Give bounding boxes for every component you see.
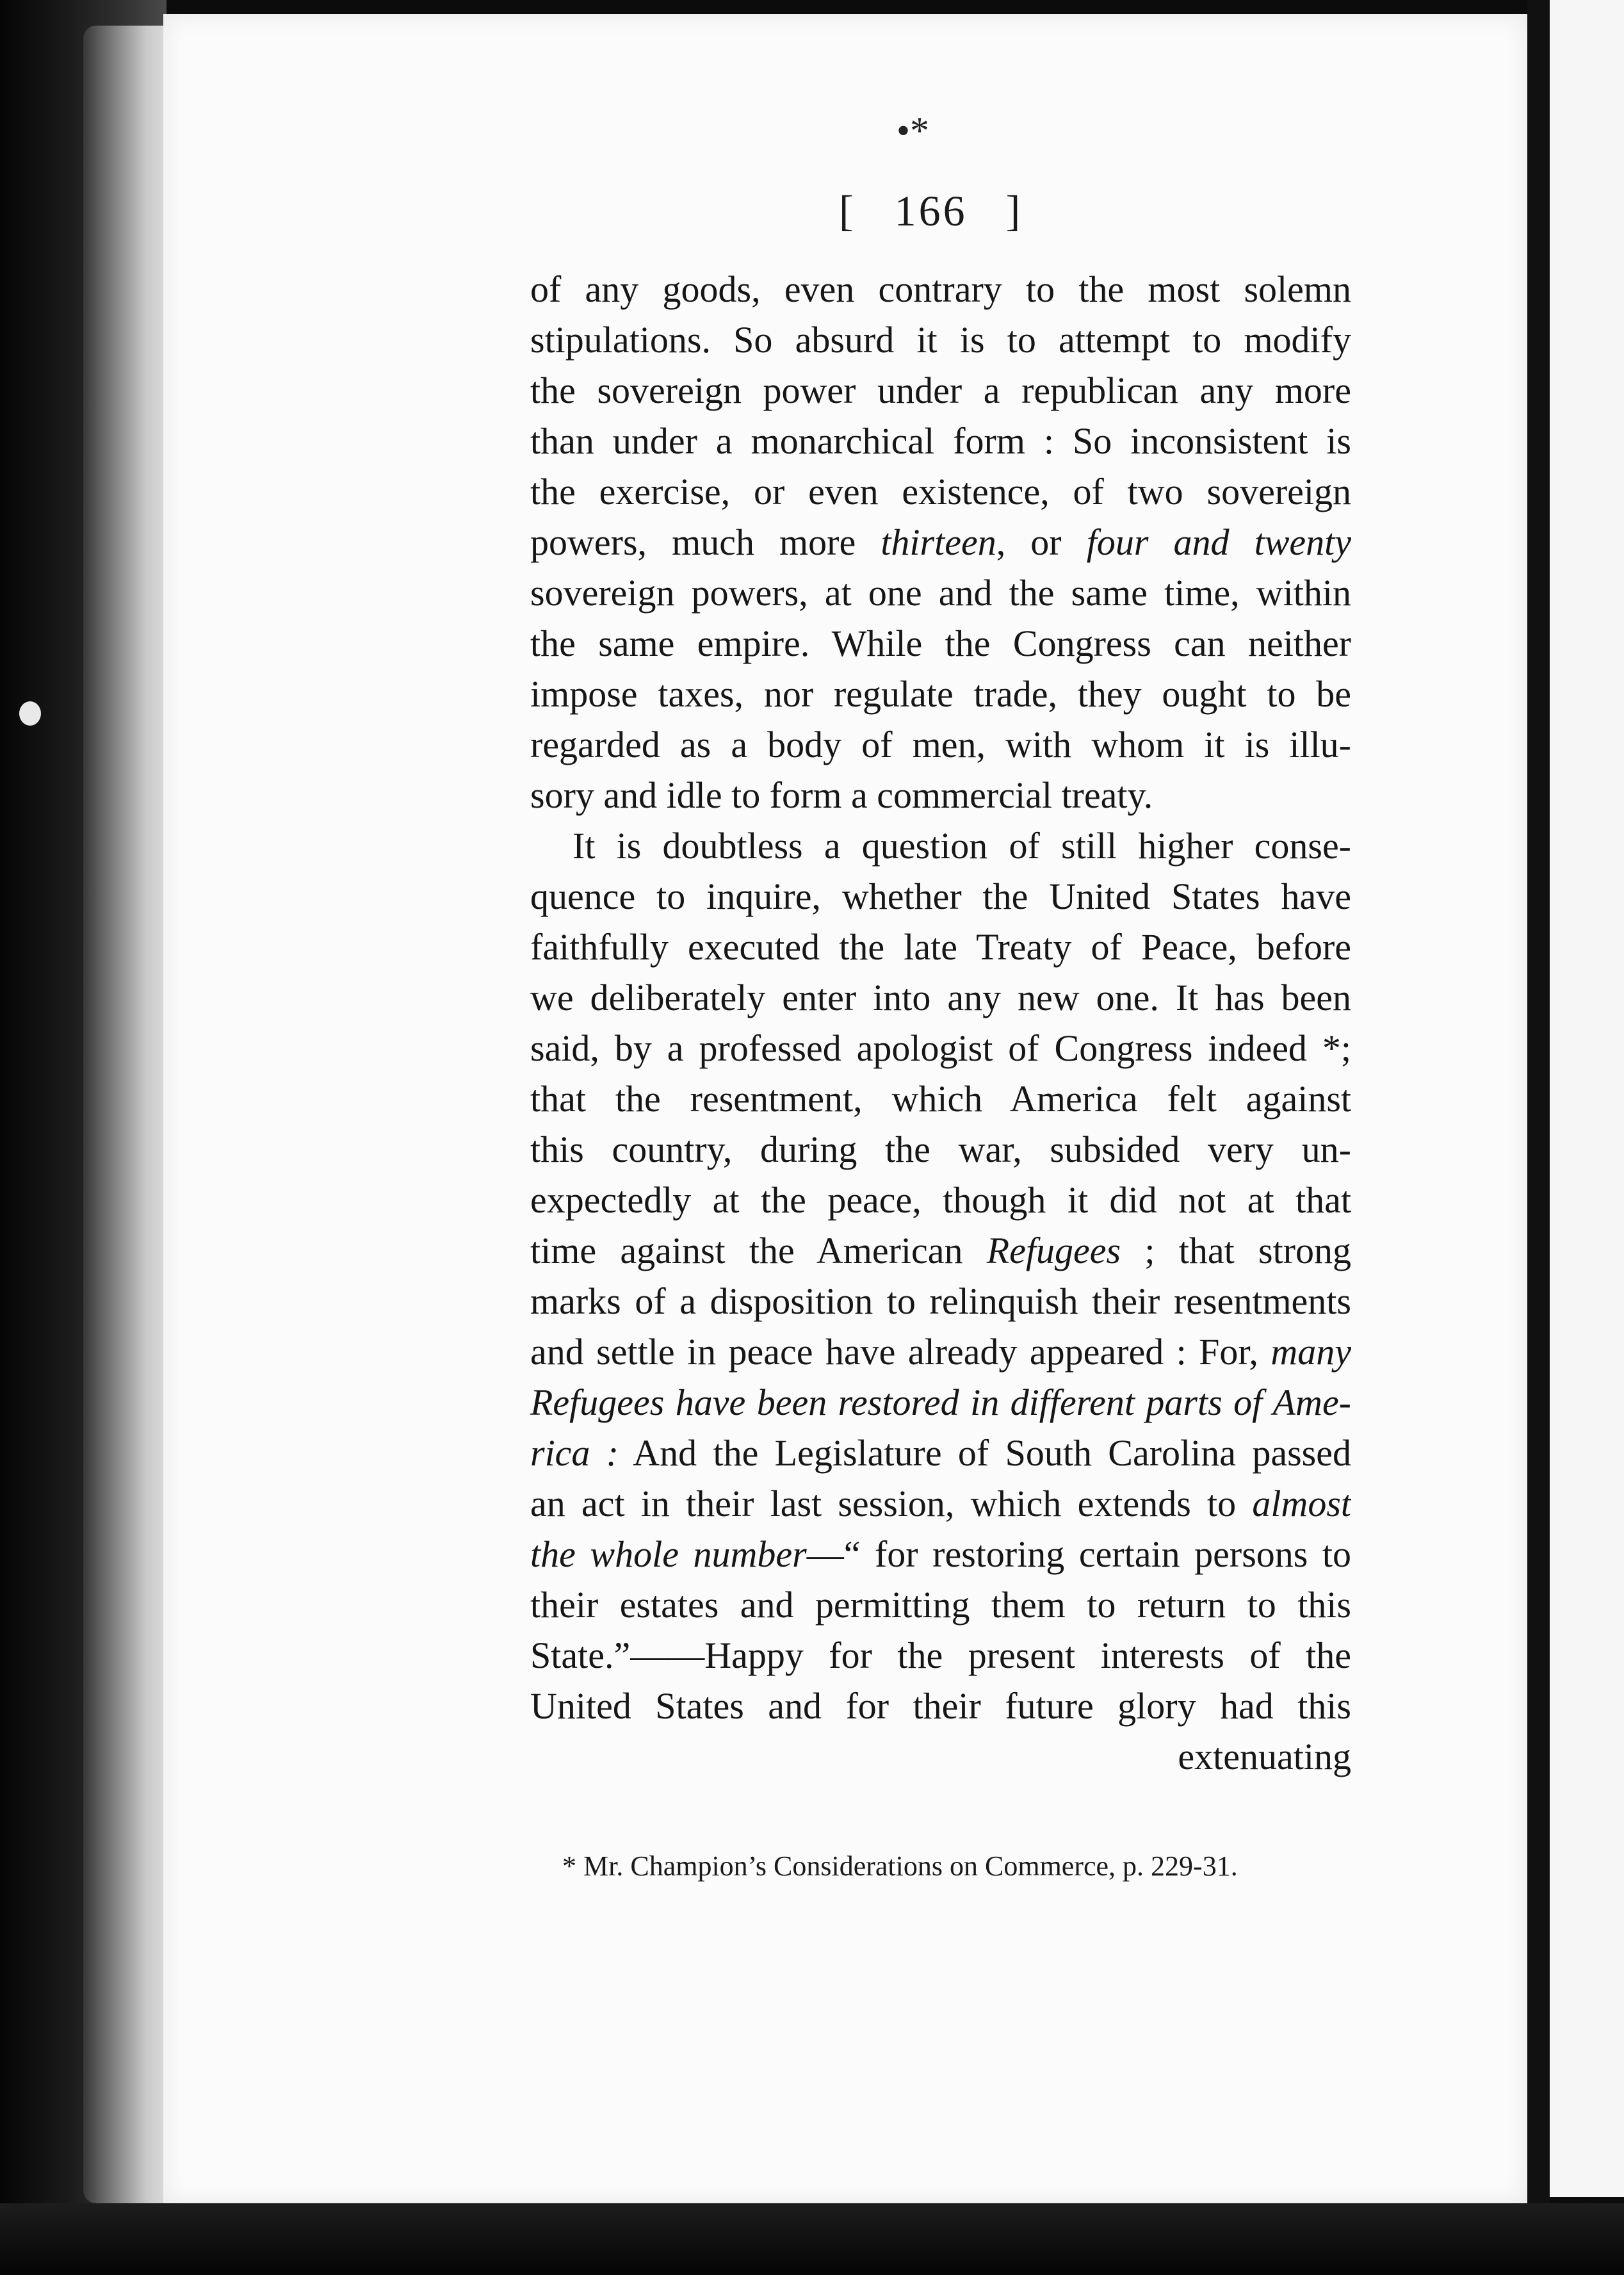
text-segment: expectedly at the peace, though it did not at that bbox=[530, 1179, 1351, 1221]
text-segment: United States and for their future glory had this bbox=[530, 1685, 1351, 1727]
text-segment: It is doubtless a question of still higher conse- bbox=[572, 825, 1351, 867]
text-line bbox=[530, 1731, 1351, 1782]
text-segment: than under a monarchical form : So inconsistent is bbox=[530, 420, 1351, 462]
text-line bbox=[530, 1326, 1351, 1377]
text-line bbox=[530, 719, 1351, 770]
text-line bbox=[530, 1681, 1351, 1731]
text-line bbox=[530, 1377, 1351, 1428]
italic-text: almost bbox=[1252, 1483, 1351, 1524]
italic-text: four and twenty bbox=[1086, 521, 1351, 563]
bottom-shadow bbox=[0, 2203, 1624, 2275]
text-segment: sovereign powers, at one and the same time, within bbox=[530, 572, 1351, 614]
text-segment: marks of a disposition to relinquish their resentments bbox=[530, 1280, 1351, 1322]
italic-text: Refugees bbox=[986, 1230, 1121, 1271]
text-line bbox=[530, 567, 1351, 618]
text-segment: impose taxes, nor regulate trade, they ought to be bbox=[530, 673, 1351, 715]
header-bracket-close: ] bbox=[1005, 186, 1023, 235]
text-line bbox=[530, 466, 1351, 517]
binding-spot bbox=[19, 701, 41, 726]
text-line bbox=[530, 1175, 1351, 1225]
text-segment: regarded as a body of men, with whom it is illu- bbox=[530, 724, 1351, 765]
text-segment: sory and idle to form a commercial treaty. bbox=[530, 774, 1153, 816]
text-segment: extenuating bbox=[1178, 1736, 1351, 1777]
text-segment: the exercise, or even existence, of two sovereign bbox=[530, 471, 1351, 512]
text-line bbox=[530, 1225, 1351, 1276]
page-header bbox=[839, 186, 1023, 236]
text-line bbox=[530, 1579, 1351, 1630]
italic-text: Refugees have been restored in different parts of Ame- bbox=[530, 1382, 1351, 1423]
text-line bbox=[530, 1023, 1351, 1073]
text-segment: faithfully executed the late Treaty of Peace, before bbox=[530, 926, 1351, 968]
header-bracket-open: [ bbox=[839, 186, 856, 235]
text-line bbox=[530, 669, 1351, 719]
text-line bbox=[530, 1478, 1351, 1529]
page-edges bbox=[83, 26, 173, 2203]
text-line bbox=[530, 922, 1351, 972]
body-text bbox=[530, 264, 1351, 1782]
italic-text: the whole number bbox=[530, 1533, 807, 1575]
text-line bbox=[530, 871, 1351, 922]
italic-text: rica : bbox=[530, 1432, 619, 1474]
text-segment: quence to inquire, whether the United States have bbox=[530, 876, 1351, 917]
text-segment: —“ for restoring certain persons to bbox=[806, 1533, 1351, 1575]
text-line bbox=[530, 770, 1351, 820]
text-segment: we deliberately enter into any new one. It has been bbox=[530, 977, 1351, 1018]
text-line bbox=[530, 365, 1351, 416]
text-segment: time against the American bbox=[530, 1230, 987, 1271]
text-segment: their estates and permitting them to return to this bbox=[530, 1584, 1351, 1626]
text-line bbox=[530, 1529, 1351, 1579]
text-segment: this country, during the war, subsided very un- bbox=[530, 1129, 1351, 1170]
text-line bbox=[530, 618, 1351, 669]
text-segment: the same empire. While the Congress can neither bbox=[530, 623, 1351, 664]
page-gutter bbox=[1527, 0, 1550, 2275]
text-line bbox=[530, 1630, 1351, 1681]
text-segment: State.”——Happy for the present interests of the bbox=[530, 1635, 1351, 1676]
text-segment: ; that strong bbox=[1121, 1230, 1351, 1271]
page-number: 166 bbox=[894, 186, 968, 235]
text-segment: said, by a professed apologist of Congress indeed *; bbox=[530, 1027, 1351, 1069]
text-line bbox=[530, 1124, 1351, 1175]
text-line bbox=[530, 517, 1351, 567]
text-line bbox=[530, 1073, 1351, 1124]
text-segment: , or bbox=[996, 521, 1087, 563]
text-segment: of any goods, even contrary to the most solemn bbox=[530, 268, 1351, 310]
italic-text: many bbox=[1271, 1331, 1351, 1373]
text-segment: an act in their last session, which extends to bbox=[530, 1483, 1253, 1524]
text-line bbox=[530, 1428, 1351, 1478]
adjacent-page bbox=[1550, 0, 1624, 2197]
text-segment: that the resentment, which America felt against bbox=[530, 1078, 1351, 1120]
text-line bbox=[530, 416, 1351, 466]
text-line bbox=[530, 1276, 1351, 1326]
footnote: * Mr. Champion’s Considerations on Commerce, p. 229-31. bbox=[562, 1850, 1238, 1882]
text-segment: powers, much more bbox=[530, 521, 881, 563]
text-segment: the sovereign power under a republican any more bbox=[530, 370, 1351, 411]
printer-mark: •* bbox=[897, 110, 930, 152]
text-line bbox=[530, 972, 1351, 1023]
text-segment: And the Legislature of South Carolina passed bbox=[619, 1432, 1351, 1474]
text-line bbox=[530, 264, 1351, 314]
text-segment: stipulations. So absurd it is to attempt to modify bbox=[530, 319, 1351, 361]
text-line bbox=[530, 314, 1351, 365]
text-line bbox=[530, 820, 1351, 871]
text-segment: and settle in peace have already appeared : For, bbox=[530, 1331, 1271, 1373]
italic-text: thirteen bbox=[881, 521, 996, 563]
